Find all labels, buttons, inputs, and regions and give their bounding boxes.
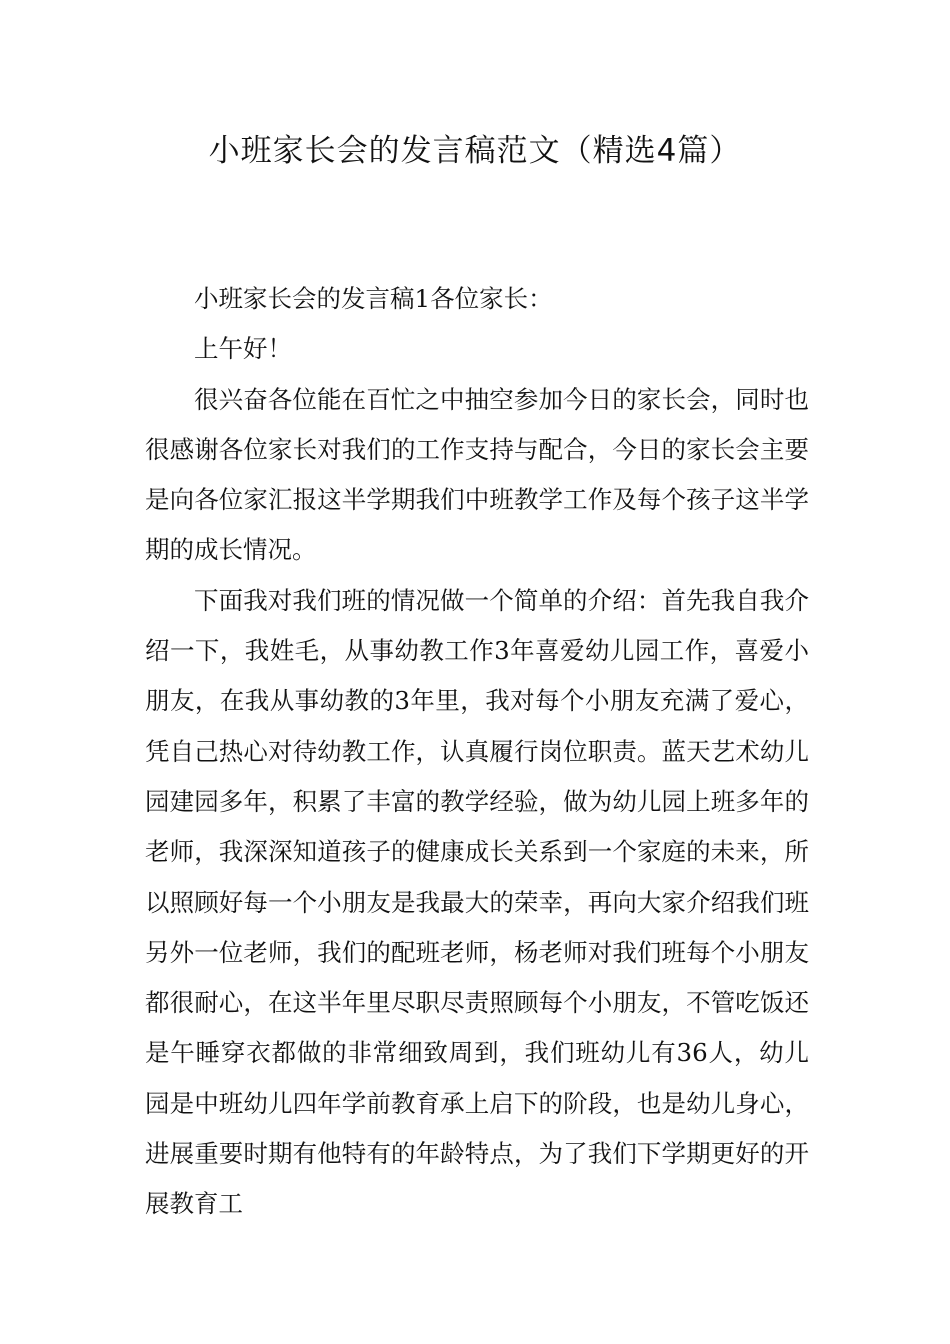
paragraph-welcome: 很兴奋各位能在百忙之中抽空参加今日的家长会，同时也很感谢各位家长对我们的工作支持与配合，今日的家长会主要是向各位家汇报这半学期我们中班教学工作及每个孩子这半学期的成长情况。	[145, 384, 809, 565]
document-body	[145, 274, 809, 1230]
document-title: 小班家长会的发言稿范文（精选4篇）	[208, 133, 742, 169]
paragraph-introduction: 下面我对我们班的情况做一个简单的介绍：首先我自我介绍一下，我姓毛，从事幼教工作3年喜爱幼儿园工作，喜爱小朋友，在我从事幼教的3年里，我对每个小朋友充满了爱心，凭自己热心对待幼教工作，认真履行岗位职责。蓝天艺术幼儿园建园多年，积累了丰富的教学经验，做为幼儿园上班多年的老师，我深深知道孩子的健康成长关系到一个家庭的未来，所以照顾好每一个小朋友是我最大的荣幸，再向大家介绍我们班另外一位老师，我们的配班老师，杨老师对我们班每个小朋友都很耐心，在这半年里尽职尽责照顾每个小朋友，不管吃饭还是午睡穿衣都做的非常细致周到，我们班幼儿有36人，幼儿园是中班幼儿四年学前教育承上启下的阶段，也是幼儿身心，进展重要时期有他特有的年龄特点，为了我们下学期更好的开展教育工	[145, 585, 809, 1219]
paragraph-greeting-heading: 小班家长会的发言稿1各位家长：	[194, 284, 553, 313]
paragraph-greeting: 上午好！	[194, 334, 292, 364]
